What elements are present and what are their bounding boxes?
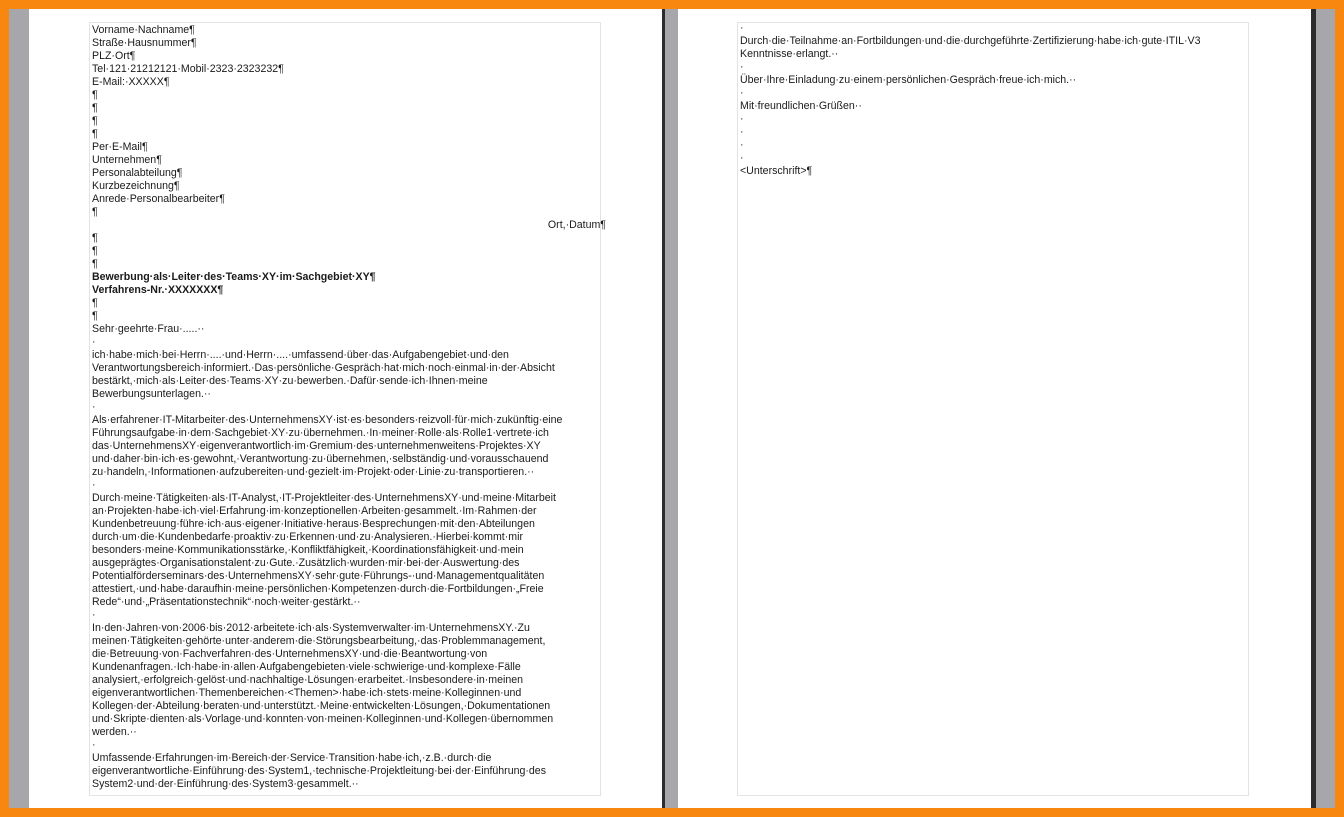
page-1	[29, 9, 662, 808]
body-paragraph-5: eigenverantwortliche·Einführung·des·System1,·technische·Projektleitung·bei·der·Einführung·des	[92, 765, 546, 777]
body-paragraph-4: meinen·Tätigkeiten·gehörte·unter·anderem·die·Störungsbearbeitung,·das·Problemmanagement,	[92, 635, 546, 647]
body-paragraph-3: Kundenbetreuung·führe·ich·aus·eigener·Initiative·heraus·Besprechungen·mit·den·Abteilungen	[92, 518, 535, 530]
subject-line: Bewerbung·als·Leiter·des·Teams·XY·im·Sachgebiet·XY¶	[92, 271, 376, 283]
body-paragraph-2: zu·handeln,·Informationen·aufzubereiten·und·gezielt·im·Projekt·oder·Linie·zu·transportieren.··	[92, 466, 535, 478]
body-paragraph-4: Kollegen·der·Abteilung·beraten·und·unterstützt.·Meine·entwickelten·Lösungen,·Dokumentationen	[92, 700, 551, 712]
page-2-edge	[1311, 9, 1316, 808]
paragraph-mark: ¶	[92, 206, 98, 218]
body-paragraph-3: Potentialförderseminars·des·UnternehmensXY·sehr·gute·Führungs-·und·Managementqualitäten	[92, 570, 545, 582]
document-viewport	[9, 9, 1335, 808]
body-paragraph-2: Als·erfahrener·IT-Mitarbeiter·des·UnternehmensXY·ist·es·besonders·reizvoll·für·mich·zukünftig·eine	[92, 414, 563, 426]
paragraph-mark: ¶	[92, 115, 98, 127]
body-paragraph-3: Rede“·und·„Präsentationstechnik“·noch·weiter·gestärkt.··	[92, 596, 361, 608]
body-paragraph-1: Bewerbungsunterlagen.··	[92, 388, 211, 400]
salutation: Sehr·geehrte·Frau·.....··	[92, 323, 205, 335]
body-paragraph-2: Führungsaufgabe·in·dem·Sachgebiet·XY·zu·übernehmen.·In·meiner·Rolle·als·Rolle1·vertrete·ich	[92, 427, 549, 439]
closing-line: Mit·freundlichen·Grüßen··	[740, 100, 862, 112]
sender-line: Vorname·Nachname¶	[92, 24, 195, 36]
body-paragraph-2: das·UnternehmensXY·eigenverantwortlich·im·Gremium·des·unternehmenweitens·Projektes·XY	[92, 440, 541, 452]
body-paragraph-4: die·Betreuung·von·Fachverfahren·des·UnternehmensXY·und·die·Beantwortung·von	[92, 648, 488, 660]
empty-paragraph: ·	[740, 61, 744, 73]
body-paragraph-4: In·den·Jahren·von·2006·bis·2012·arbeitete·ich·als·Systemverwalter·im·UnternehmensXY.·Zu	[92, 622, 530, 634]
body-paragraph-4: werden.··	[92, 726, 137, 738]
paragraph-mark: ¶	[92, 232, 98, 244]
recipient-line: Per·E-Mail¶	[92, 141, 148, 153]
empty-paragraph: ·	[740, 113, 744, 125]
body-paragraph-2: und·daher·bin·ich·es·gewohnt,·Verantwortung·zu·übernehmen,·selbständig·und·vorausschauend	[92, 453, 549, 465]
page-2-text-area[interactable]	[737, 22, 1249, 796]
empty-paragraph: ·	[740, 152, 744, 164]
paragraph-mark: ¶	[92, 258, 98, 270]
paragraph-mark: ¶	[92, 245, 98, 257]
recipient-line: Personalabteilung¶	[92, 167, 183, 179]
body-paragraph-5: System2·und·der·Einführung·des·System3·gesammelt.··	[92, 778, 359, 790]
recipient-line: Unternehmen¶	[92, 154, 162, 166]
empty-paragraph: ·	[92, 336, 96, 348]
body-paragraph-5: Umfassende·Erfahrungen·im·Bereich·der·Service·Transition·habe·ich,·z.B.·durch·die	[92, 752, 492, 764]
empty-paragraph: ·	[740, 22, 744, 34]
body-paragraph-6: Kenntnisse·erlangt.··	[740, 48, 839, 60]
body-paragraph-3: an·Projekten·habe·ich·viel·Erfahrung·im·konzeptionellen·Arbeiten·gesammelt.·Im·Rahmen·der	[92, 505, 537, 517]
body-paragraph-3: attestiert,·und·habe·daraufhin·meine·persönlichen·Kompetenzen·durch·die·Fortbildungen·„Freie	[92, 583, 544, 595]
body-paragraph-1: bestärkt,·mich·als·Leiter·des·Teams·XY·zu·bewerben.·Dafür·sende·ich·Ihnen·meine	[92, 375, 488, 387]
body-paragraph-6: Durch·die·Teilnahme·an·Fortbildungen·und·die·durchgeführte·Zertifizierung·habe·ich·gute·ITIL·V3	[740, 35, 1201, 47]
date-line: Ort,·Datum¶	[547, 219, 606, 231]
body-paragraph-4: eigenverantwortlichen·Themenbereichen·<Themen>·habe·ich·stets·meine·Kolleginnen·und	[92, 687, 522, 699]
page-1-edge	[662, 9, 665, 808]
empty-paragraph: ·	[92, 609, 96, 621]
sender-line: PLZ·Ort¶	[92, 50, 136, 62]
sender-line: Tel·121·21212121·Mobil·2323·2323232¶	[92, 63, 284, 75]
signature-placeholder: <Unterschrift>¶	[740, 165, 813, 177]
paragraph-mark: ¶	[92, 310, 98, 322]
page-1-text-area[interactable]	[89, 22, 606, 796]
empty-paragraph: ·	[92, 479, 96, 491]
body-paragraph-4: analysiert,·erfolgreich·gelöst·und·nachhaltige·Lösungen·erarbeitet.·Insbesondere·in·meinen	[92, 674, 524, 686]
paragraph-mark: ¶	[92, 128, 98, 140]
sender-line: Straße·Hausnummer¶	[92, 37, 197, 49]
paragraph-mark: ¶	[92, 297, 98, 309]
body-paragraph-7: Über·Ihre·Einladung·zu·einem·persönlichen·Gespräch·freue·ich·mich.··	[740, 74, 1077, 86]
empty-paragraph: ·	[740, 87, 744, 99]
body-paragraph-4: Kundenanfragen.·Ich·habe·in·allen·Aufgabengebieten·viele·schwierige·und·komplexe·Fälle	[92, 661, 521, 673]
empty-paragraph: ·	[92, 401, 96, 413]
recipient-line: Kurzbezeichnung¶	[92, 180, 180, 192]
body-paragraph-3: durch·um·die·Kundenbedarfe·proaktiv·zu·Erkennen·und·zu·Analysieren.·Hierbei·kommt·mir	[92, 531, 523, 543]
body-paragraph-3: ausgeprägtes·Organisationstalent·zu·Gute.·Zusätzlich·wurden·mir·bei·der·Auswertung·des	[92, 557, 520, 569]
body-paragraph-1: Verantwortungsbereich·informiert.·Das·persönliche·Gespräch·hat·mich·noch·einmal·in·der·Absicht	[92, 362, 555, 374]
empty-paragraph: ·	[92, 739, 96, 751]
paragraph-mark: ¶	[92, 102, 98, 114]
body-paragraph-3: Durch·meine·Tätigkeiten·als·IT-Analyst,·IT-Projektleiter·des·UnternehmensXY·und·meine·Mitarbeit	[92, 492, 556, 504]
procedure-number: Verfahrens-Nr.·XXXXXXX¶	[92, 284, 224, 296]
empty-paragraph: ·	[740, 126, 744, 138]
body-paragraph-3: besonders·meine·Kommunikationsstärke,·Konfliktfähigkeit,·Koordinationsfähigkeit·und·mein	[92, 544, 524, 556]
body-paragraph-4: und·Skripte·dienten·als·Vorlage·und·konnten·von·meinen·Kolleginnen·und·Kollegen·übernommen	[92, 713, 554, 725]
empty-paragraph: ·	[740, 139, 744, 151]
sender-line: E-Mail:·XXXXX¶	[92, 76, 170, 88]
recipient-line: Anrede·Personalbearbeiter¶	[92, 193, 225, 205]
page-2	[678, 9, 1311, 808]
body-paragraph-1: ich·habe·mich·bei·Herrn·....·und·Herrn·....·umfassend·über·das·Aufgabengebiet·und·den	[92, 349, 509, 361]
paragraph-mark: ¶	[92, 89, 98, 101]
